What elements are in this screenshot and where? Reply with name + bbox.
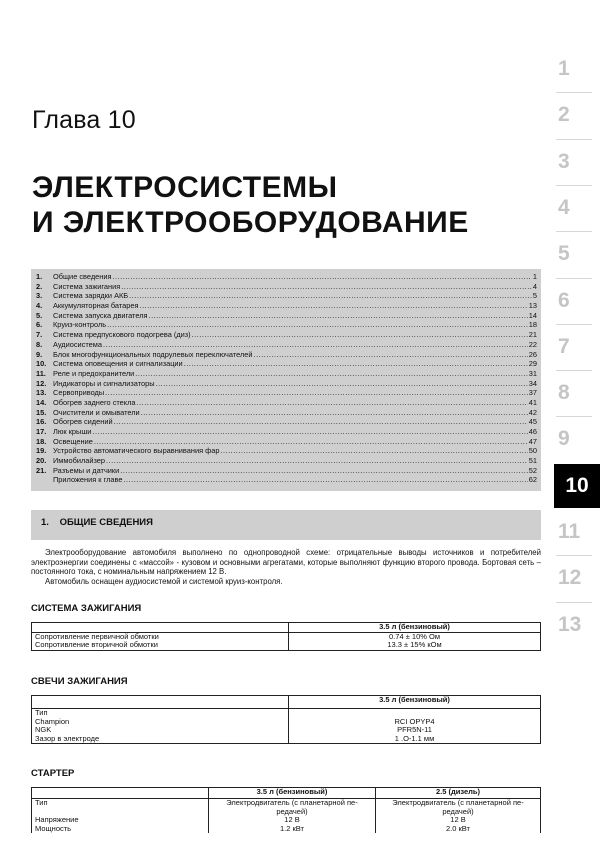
toc-item [36, 466, 537, 476]
chapter-tab-9[interactable]: 9 [558, 427, 570, 451]
toc-page-number: 37 [528, 388, 537, 398]
toc-item [36, 398, 537, 408]
toc-number: 20. [36, 456, 47, 466]
toc-item [36, 359, 537, 369]
toc-item [36, 446, 537, 456]
tab-divider [556, 370, 592, 371]
toc-page-number: 4 [532, 281, 537, 291]
plugs-col-header: 3.5 л (бензиновый) [289, 696, 541, 709]
table-of-contents [31, 269, 541, 491]
toc-item [36, 282, 537, 292]
toc-number: 14. [36, 397, 47, 407]
table-row [32, 709, 541, 718]
toc-leader-dots [149, 311, 528, 321]
toc-leader-dots [106, 456, 528, 466]
toc-title: Люк крыши [53, 427, 92, 436]
section-number: 1. [41, 517, 49, 528]
starter-col-header: 2.5 (дизель) [376, 788, 541, 799]
starter-type-line: редачей) [276, 806, 308, 816]
ignition-row-label: Сопротивление первичной обмотки [32, 632, 289, 641]
toc-item [36, 272, 537, 282]
starter-row-value: 12 В [376, 816, 541, 825]
toc-page-number: 45 [528, 417, 537, 427]
starter-type-line: Электродвигатель (с планетарной пе- [226, 798, 358, 807]
chapter-tab-12[interactable]: 12 [558, 566, 582, 590]
toc-title: Система зарядки АКБ [53, 291, 129, 301]
table-row [32, 825, 541, 834]
toc-title: Круиз-контроль [53, 320, 107, 330]
toc-title: Очистители и омыватели [53, 407, 140, 417]
toc-leader-dots [112, 272, 531, 282]
table-row [32, 735, 541, 744]
toc-page-number: 50 [528, 446, 537, 456]
plugs-row-label: NGK [32, 726, 289, 735]
toc-title: Система запуска двигателя [53, 310, 148, 320]
toc-leader-dots [135, 369, 528, 379]
toc-number: 6. [36, 320, 43, 330]
toc-item [36, 311, 537, 321]
chapter-tab-6[interactable]: 6 [558, 288, 570, 312]
starter-table [31, 787, 541, 833]
toc-leader-dots [121, 282, 532, 292]
toc-page-number: 51 [528, 456, 537, 466]
tab-divider [556, 92, 592, 93]
plugs-row-label: Champion [32, 718, 289, 727]
toc-number: 10. [36, 359, 47, 369]
toc-page-number: 62 [528, 475, 537, 485]
tab-divider [556, 278, 592, 279]
toc-page-number: 21 [528, 330, 537, 340]
tab-divider [556, 185, 592, 186]
toc-leader-dots [129, 291, 532, 301]
toc-title: Устройство автоматического выравнивания фар [53, 446, 220, 456]
toc-item [36, 408, 537, 418]
ignition-table [31, 622, 541, 651]
starter-row-value [376, 799, 541, 817]
toc-number: 2. [36, 281, 43, 291]
toc-leader-dots [94, 437, 528, 447]
toc-title: Приложения к главе [53, 475, 123, 485]
toc-page-number: 18 [528, 320, 537, 330]
toc-page-number: 46 [528, 427, 537, 436]
toc-item [36, 369, 537, 379]
chapter-label: Глава 10 [32, 106, 136, 134]
toc-item [36, 340, 537, 350]
toc-number: 19. [36, 446, 47, 456]
plugs-heading: СВЕЧИ ЗАЖИГАНИЯ [31, 676, 128, 687]
toc-item [36, 427, 537, 437]
toc-leader-dots [156, 379, 528, 389]
toc-item [36, 456, 537, 466]
tab-divider [556, 324, 592, 325]
toc-item [36, 388, 537, 398]
toc-item [36, 379, 537, 389]
starter-type-line: Электродвигатель (с планетарной пе- [392, 798, 524, 807]
toc-title: Общие сведения [53, 272, 112, 281]
toc-title: Аккумуляторная батарея [53, 301, 139, 311]
intro-paragraph: Электрооборудование автомобиля выполнено по однопроводной схеме: отрицательные выводы источников и потребителей электроэнергии соединены с «массой» - кузовом и основными агрегатами, которые выполняют функцию второго провода. Бортовая сеть – постоянного тока, с номинальным напряжением 12 В. [31, 548, 541, 577]
starter-row-label: Напряжение [32, 816, 209, 825]
plugs-row-label: Зазор в электроде [32, 735, 289, 744]
toc-number: 1. [36, 272, 43, 281]
plugs-row-label: Тип [32, 709, 289, 718]
toc-page-number: 29 [528, 359, 537, 369]
ignition-heading: СИСТЕМА ЗАЖИГАНИЯ [31, 603, 142, 614]
toc-page-number: 5 [532, 291, 537, 301]
toc-title: Иммобилайзер [53, 456, 106, 466]
chapter-tab-7[interactable]: 7 [558, 334, 570, 358]
tab-divider [556, 416, 592, 417]
toc-number: 7. [36, 330, 43, 340]
starter-col-header: 3.5 л (бензиновый) [209, 788, 376, 799]
ignition-row-value: 0.74 ± 10% Ом [289, 632, 541, 641]
chapter-tab-11[interactable]: 11 [558, 520, 581, 543]
toc-number: 12. [36, 378, 47, 388]
tab-divider [556, 139, 592, 140]
toc-title: Система зажигания [53, 281, 121, 291]
starter-row-value: 1.2 кВт [209, 825, 376, 834]
toc-number: 9. [36, 349, 43, 359]
toc-item [36, 301, 537, 311]
chapter-tab-8[interactable]: 8 [558, 381, 570, 405]
tab-divider [556, 231, 592, 232]
toc-number: 3. [36, 291, 43, 301]
table-row [32, 718, 541, 727]
toc-title: Сервоприводы [53, 388, 105, 398]
page-title [32, 170, 469, 240]
toc-item [36, 320, 537, 330]
toc-title: Блок многофункциональных подрулевых переключателей [53, 349, 253, 359]
toc-item [36, 437, 537, 447]
starter-type-line: редачей) [442, 806, 474, 816]
toc-page-number: 14 [528, 310, 537, 320]
chapter-tab-5[interactable]: 5 [558, 242, 570, 266]
toc-leader-dots [92, 427, 527, 437]
toc-title: Индикаторы и сигнализаторы [53, 378, 155, 388]
chapter-tab-3[interactable]: 3 [558, 149, 570, 173]
starter-row-value: 12 В [209, 816, 376, 825]
toc-item [36, 475, 537, 485]
table-row [32, 726, 541, 735]
toc-page-number: 41 [528, 397, 537, 407]
ignition-row-label: Сопротивление вторичной обмотки [32, 641, 289, 650]
intro-text [31, 548, 541, 586]
toc-page-number: 1 [532, 272, 537, 281]
section-header-general [31, 510, 541, 540]
chapter-tab-13[interactable]: 13 [558, 612, 582, 636]
toc-page-number: 52 [528, 465, 537, 475]
starter-row-value [209, 799, 376, 817]
toc-leader-dots [107, 320, 528, 330]
title-line-1: ЭЛЕКТРОСИСТЕМЫ [32, 171, 338, 204]
toc-item [36, 417, 537, 427]
toc-leader-dots [220, 446, 527, 456]
ignition-col-header: 3.5 л (бензиновый) [289, 623, 541, 633]
toc-leader-dots [141, 408, 528, 418]
toc-page-number: 42 [528, 407, 537, 417]
toc-leader-dots [103, 340, 528, 350]
intro-paragraph: Автомобиль оснащен аудиосистемой и системой круиз-контроля. [45, 576, 283, 586]
chapter-tab-2[interactable]: 2 [558, 103, 570, 127]
toc-number: 8. [36, 339, 43, 349]
toc-title: Система предпускового подогрева (диз) [53, 330, 191, 340]
toc-title: Система оповещения и сигнализации [53, 359, 183, 369]
toc-page-number: 34 [528, 378, 537, 388]
plugs-table [31, 695, 541, 744]
title-line-2: И ЭЛЕКТРООБОРУДОВАНИЕ [32, 206, 469, 239]
toc-leader-dots [120, 466, 527, 476]
toc-number: 4. [36, 301, 43, 311]
starter-row-label: Мощность [32, 825, 209, 834]
toc-leader-dots [114, 417, 528, 427]
toc-page-number: 31 [528, 368, 537, 378]
toc-title: Разъемы и датчики [53, 465, 120, 475]
toc-number: 21. [36, 465, 47, 475]
toc-title: Обогрев сидений [53, 417, 113, 427]
toc-item [36, 291, 537, 301]
table-row [32, 799, 541, 817]
chapter-tab-10[interactable]: 10 [554, 464, 600, 508]
toc-item [36, 330, 537, 340]
starter-row-label: Тип [32, 799, 209, 817]
plugs-row-value: PFR5N-11 [289, 726, 541, 735]
starter-heading: СТАРТЕР [31, 768, 75, 779]
starter-row-value: 2.0 кВт [376, 825, 541, 834]
plugs-row-value: 1 .O-1.1 мм [289, 735, 541, 744]
toc-page-number: 47 [528, 436, 537, 446]
table-row [32, 641, 541, 650]
toc-leader-dots [124, 475, 528, 485]
section-title: ОБЩИЕ СВЕДЕНИЯ [59, 517, 153, 528]
toc-leader-dots [184, 359, 528, 369]
toc-leader-dots [254, 350, 528, 360]
ignition-row-value: 13.3 ± 15% кОм [289, 641, 541, 650]
chapter-tab-1[interactable]: 1 [558, 57, 570, 80]
toc-leader-dots [192, 330, 528, 340]
toc-title: Реле и предохранители [53, 368, 135, 378]
toc-number: 17. [36, 427, 47, 436]
toc-page-number: 22 [528, 339, 537, 349]
toc-title: Освещение [53, 436, 93, 446]
tab-divider [556, 555, 592, 556]
toc-number: 13. [36, 388, 47, 398]
toc-item [36, 350, 537, 360]
chapter-tab-4[interactable]: 4 [558, 195, 570, 219]
toc-number: 5. [36, 310, 43, 320]
toc-number: 16. [36, 417, 47, 427]
toc-number: 18. [36, 436, 47, 446]
toc-page-number: 13 [528, 301, 537, 311]
toc-number: 15. [36, 407, 47, 417]
toc-leader-dots [105, 388, 528, 398]
toc-title: Аудиосистема [53, 339, 102, 349]
tab-divider [556, 602, 592, 603]
toc-leader-dots [137, 398, 528, 408]
toc-page-number: 26 [528, 349, 537, 359]
toc-leader-dots [140, 301, 528, 311]
toc-title: Обогрев заднего стекла [53, 397, 136, 407]
toc-number: 11. [36, 368, 46, 378]
plugs-row-value: RCI OPYP4 [289, 718, 541, 727]
